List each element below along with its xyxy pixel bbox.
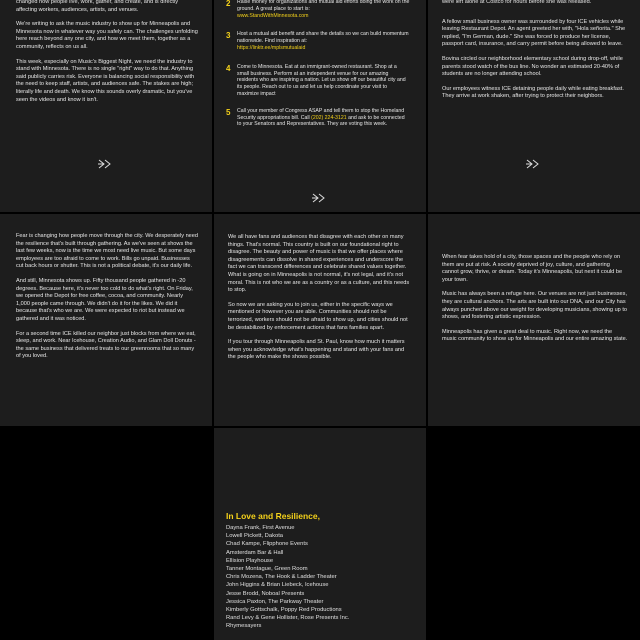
paragraph: We're writing to ask the music industry to show up for Minneapolis and Minnesota now in whatever way you safely can. The challenges unfolding here reach beyond any one city, and how we meet them, together as a community, reflects on us all. xyxy=(16,21,198,50)
empty-area xyxy=(428,428,640,640)
paragraph: Music has always been a refuge here. Our venues are not just businesses, they are cultural anchors. The arts are built into our DNA, and our City has always punched above our weight for developing musicians, showing up to shows, and fostering artistic expression. xyxy=(442,291,628,321)
action-step xyxy=(226,0,410,19)
signatory-list xyxy=(226,524,412,631)
paragraph: A fellow small business owner was surrounded by four ICE vehicles while leaving Restaurant Depot. An agent greeted her with, "Hola señorita." She replied, "I'm German, dude." She was forced to produce her license, passport card, insurance, and carry permit before being allowed to leave. xyxy=(442,18,626,48)
paragraph: So now we are asking you to join us, either in the specific ways we mentioned or however you are able. Communities should not be terrorized, workers should not be afraid to show up, and cities should not be destabilized by enforcement actions that fans families apart. xyxy=(228,301,408,331)
paragraph: When fear takes hold of a city, those spaces and the people who rely on them are put at risk. A society deprived of joy, culture, and gathering cannot grow, thrive, or dream. Today it's Minneapolis, but next it could be your town. xyxy=(442,254,623,283)
step-number: 2 xyxy=(226,0,231,8)
paragraph: Our employees witness ICE detaining people daily while eating breakfast. They arrive at work shaken, after trying to protect their neighbors. xyxy=(442,85,624,100)
signatory: Chris Mozena, The Hook & Ladder Theater xyxy=(226,574,337,581)
action-step xyxy=(226,108,410,128)
signatory: Kimberly Gottschalk, Poppy Red Productions xyxy=(226,607,342,614)
letter-panel-2 xyxy=(214,0,426,212)
signatory: Rand Levy & Gene Hollister, Rose Presents Inc. xyxy=(226,615,350,622)
empty-area xyxy=(0,428,212,640)
signatory: Amsterdam Bar & Hall xyxy=(226,549,284,556)
signatory: Rhymesayers xyxy=(226,623,262,630)
double-chevron-right-icon xyxy=(526,156,542,166)
closing-line: In Love and Resilience, xyxy=(226,511,321,521)
signatures-panel xyxy=(214,428,426,640)
paragraph: We all have fans and audiences that disagree with each other on many things. That's normal. This country is built on our foundational right to disagree. The beauty and power of music is that we offer places where disagreements can dissolve in shared experiences and underscore the fact we can transcend differences and celebrate shared values together. What is going on in Minneapolis is not normal, it's not legal, and it's not moral. This is not who we are as a country or as a culture, and this needs to stop. xyxy=(228,234,410,294)
signatory: Jessica Paxton, The Parkway Theater xyxy=(226,598,324,605)
letter-panel-6 xyxy=(428,214,640,426)
step-text: Host a mutual aid benefit and share the details so we can build momentum nationwide. Find inspiration at: xyxy=(237,31,409,45)
signatory: Lowell Pickett, Dakota xyxy=(226,533,284,540)
step-text: Call your member of Congress ASAP and tell them to stop the Homeland Security appropriations bill. Call xyxy=(237,107,405,121)
signatory: John Higgins & Brian Liebeck, Icehouse xyxy=(226,582,329,589)
step-number: 3 xyxy=(226,31,231,41)
double-chevron-right-icon xyxy=(98,156,114,166)
paragraph: Minneapolis has given a great deal to music. Right now, we need the music community to show up for Minneapolis and our entire amazing state. xyxy=(442,328,628,343)
paragraph: If you tour through Minneapolis and St. Paul, know how much it matters when you acknowledge what's happening and stand with your fans and the people who make the shows possible. xyxy=(228,339,405,361)
step-number: 5 xyxy=(226,107,231,117)
step-text: Raise money for organizations and mutual aid efforts doing the work on the ground. A great place to start is: xyxy=(237,0,410,12)
letter-panel-5 xyxy=(214,214,426,426)
letter-panel-1 xyxy=(0,0,212,212)
signatory: Chad Kampe, Flipphone Events xyxy=(226,541,308,548)
paragraph: changed how people live, work, gather, and create, and is directly affecting workers, audiences, artists, and venues. xyxy=(16,0,179,13)
paragraph: were left alone at Costco for hours before she was released. xyxy=(442,0,592,5)
mutual-aid-link[interactable]: https://linktr.ee/mplsmutualaid xyxy=(237,44,306,51)
action-step xyxy=(226,64,410,98)
standwithminnesota-link[interactable]: www.StandWithMinnesota.com xyxy=(237,12,309,19)
paragraph: Bovina circled our neighborhood elementary school during drop-off, while parents stood watch of the bus line. No wonder an estimated 20-40% of students are no longer attending school. xyxy=(442,55,623,78)
action-step xyxy=(226,31,410,51)
signatory: Ellision Playhouse xyxy=(226,557,274,564)
paragraph: And still, Minnesota shows up. Fifty thousand people gathered in -20 degrees. Because here, it's never too cold to do what's right. On Friday, we opened the Depot for free coffee, cocoa, and community. Nearly 1,000 people came through. We didn't do it for the likes. We did it because that's who we are. We were expected to riot but instead we gathered and it was noticed. xyxy=(16,277,193,322)
signatory: Tanner Montague, Green Room xyxy=(226,566,308,573)
signatory: Dayna Frank, First Avenue xyxy=(226,525,295,531)
step-text-tail: and ask to be connected to your Senators and Representatives. They are voting this week. xyxy=(237,114,405,128)
step-text: Come to Minnesota. Eat at an immigrant-owned restaurant. Shop at a small business. Perform at an independent venue for our amazing residents who are inspiring a nation. Let us show off our beautiful city and its people. Reach out to us and let us help coordinate your visit to maximize impact xyxy=(237,63,406,97)
paragraph: Fear is changing how people move through the city. We desperately need the resilience that's built through gathering. As we've seen at shows the last few weeks, now is the time we most need live music. But some days employees are too afraid to come to work. Bills go unpaid. Businesses cut back hours or shutter. This is not a political debate, it's our daily life. xyxy=(16,233,199,270)
letter-panel-4 xyxy=(0,214,212,426)
letter-panel-3 xyxy=(428,0,640,212)
step-number: 4 xyxy=(226,63,231,73)
paragraph: For a second time ICE killed our neighbor just blocks from where we eat, sleep, and work. Near Icehouse, Creation Audio, and Glam Doll Donuts - the same business that delivered treats to our greenrooms that so many of you loved. xyxy=(16,330,196,360)
signatory: Jesse Brodd, Noboal Presents xyxy=(226,590,305,597)
phone-number[interactable]: (202) 224-3121 xyxy=(311,114,347,121)
double-chevron-right-icon xyxy=(312,190,328,200)
paragraph: This week, especially on Music's Biggest Night, we need the industry to stand with Minnesota. There is no single "right" way to do that. Anything said publicly carries risk. Everyone is balancing social responsibility with the need to keep staff, artists, and audiences safe. The stakes are high; literally life and death. We know this sounds overly dramatic, but you've seen the videos and know it isn't. xyxy=(16,58,195,103)
